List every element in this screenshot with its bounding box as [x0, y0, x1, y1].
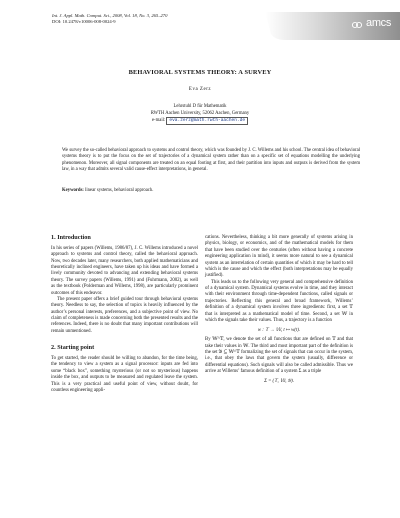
system-triple-formula: Σ = (𝕋, 𝕎, 𝔅).: [264, 378, 294, 384]
behavior-paragraph: By 𝕎^𝕋, we denote the set of all functions that are defined on 𝕋 and that take their values in 𝕎. The third and most important part of the definition is the set 𝔅 ⊆ 𝕎^𝕋 formalizing the set of signals that can occur in the system, i.e., that obey the laws that govern the system (usually, difference or differential equations). Such signals will also be called admissible. Thus we arrive at Willems’ famous definition of a system Σ as a triple: [205, 337, 353, 375]
logo-circles-icon: [352, 20, 364, 30]
email-label: e-mail:: [151, 118, 166, 123]
email-link[interactable]: eva.zerz@math.rwth-aachen.de: [166, 117, 248, 125]
trajectory-formula: w : 𝕋 → 𝕎, t ↦ w(t).: [257, 327, 301, 333]
journal-header: [52, 13, 167, 25]
right-column: [205, 235, 353, 388]
left-column: [51, 235, 198, 394]
email-line: [0, 117, 400, 125]
continued-paragraph: cations. Nevertheless, thinking a bit more generally of systems arising in physics, biology, or economics, and of the mathematical models for them that have been studied over the centuries (often without having a concrete engineering application in mind), it seems more natural to see a dynamical system as an interrelation of certain quantities of which it may be hard to tell which is the cause and which the effect (both interpretations may be equally justified).: [205, 235, 353, 279]
intro-paragraph-2: The present paper offers a brief guided tour through behavioral systems theory. Needless to say, the selection of topics is heavily influenced by the author’s personal interests, preferences, and a subjective point of view. No claim of completeness is made concerning both the presented results and the references. Indeed, there is no doubt that many important contributions will remain unmentioned.: [51, 296, 198, 334]
author-name: Eva Zerz: [188, 87, 212, 92]
starting-point-paragraph: To get started, the reader should be willing to abandon, for the time being, the tendency to view a system as a signal processor: inputs are fed into some “black box”, something mysterious (or not so mysterious) happens inside the box, and outputs to be measured and regulated leave the system. This is a very practical and useful point of view, without doubt, for countless engineering appli-: [51, 356, 198, 393]
affiliation: [0, 104, 400, 125]
affiliation-dept: Lehrstuhl D für Mathematik: [173, 104, 227, 109]
intro-paragraph-1: In his series of papers (Willems, 1986/87), J. C. Willems introduced a novel approach to systems and control theory, called the behavioral approach. Now, two decades later, many researchers, both applied mathematicians and theoretically inclined engineers, have taken up his ideas and have formed a lively community devoted to advancing and extending behavioral systems theory. The survey papers (Willems, 1991) and (Fuhrmann, 2002), as well as the textbook (Polderman and Willems, 1998), are particularly prominent outcomes of this endeavor.: [51, 245, 198, 296]
definition-paragraph: This leads us to the following very general and comprehensive definition of a dynamical system. Dynamical systems evolve in time, and they interact with their environment through time-dependent functions, called signals or trajectories. Reflecting this general and broad framework, Willems’ definition of a dynamical system involves three ingredients: first, a set 𝕋 that is interpreted as a mathematical model of time. Second, a set 𝕎 in which the signals take their values. Thus, a trajectory is a function: [205, 279, 353, 323]
paper-title: BEHAVIORAL SYSTEMS THEORY: A SURVEY: [128, 69, 272, 76]
abstract: We survey the so-called behavioral approach to systems and control theory, which was founded by J. C. Willems and his school. The central idea of behavioral systems theory is to put the focus on the set of trajectories of a dynamical system rather than on a specific set of equations modelling the underlying phenomenon. Moreover, all signal components are treated on an equal footing at first, and their partition into inputs and outputs is derived from the system law, in a way that admits several valid cause-effect interpretations, in general.: [62, 148, 360, 172]
section-heading-introduction: 1. Introduction: [51, 234, 91, 241]
keywords-text: linear systems, behavioral approach.: [85, 188, 154, 193]
section-heading-starting-point: 2. Starting point: [51, 344, 95, 352]
doi: DOI: 10.2478/v10006-008-0024-9: [52, 19, 116, 25]
journal-citation: Int. J. Appl. Math. Comput. Sci., 2008, Vol. 18, No. 3, 265–270: [52, 13, 168, 18]
affiliation-university: RWTH Aachen University, 52062 Aachen, Germany: [150, 110, 250, 116]
logo-text: amcs: [366, 17, 392, 29]
keywords-label: Keywords:: [62, 188, 84, 193]
keywords: [62, 188, 360, 194]
